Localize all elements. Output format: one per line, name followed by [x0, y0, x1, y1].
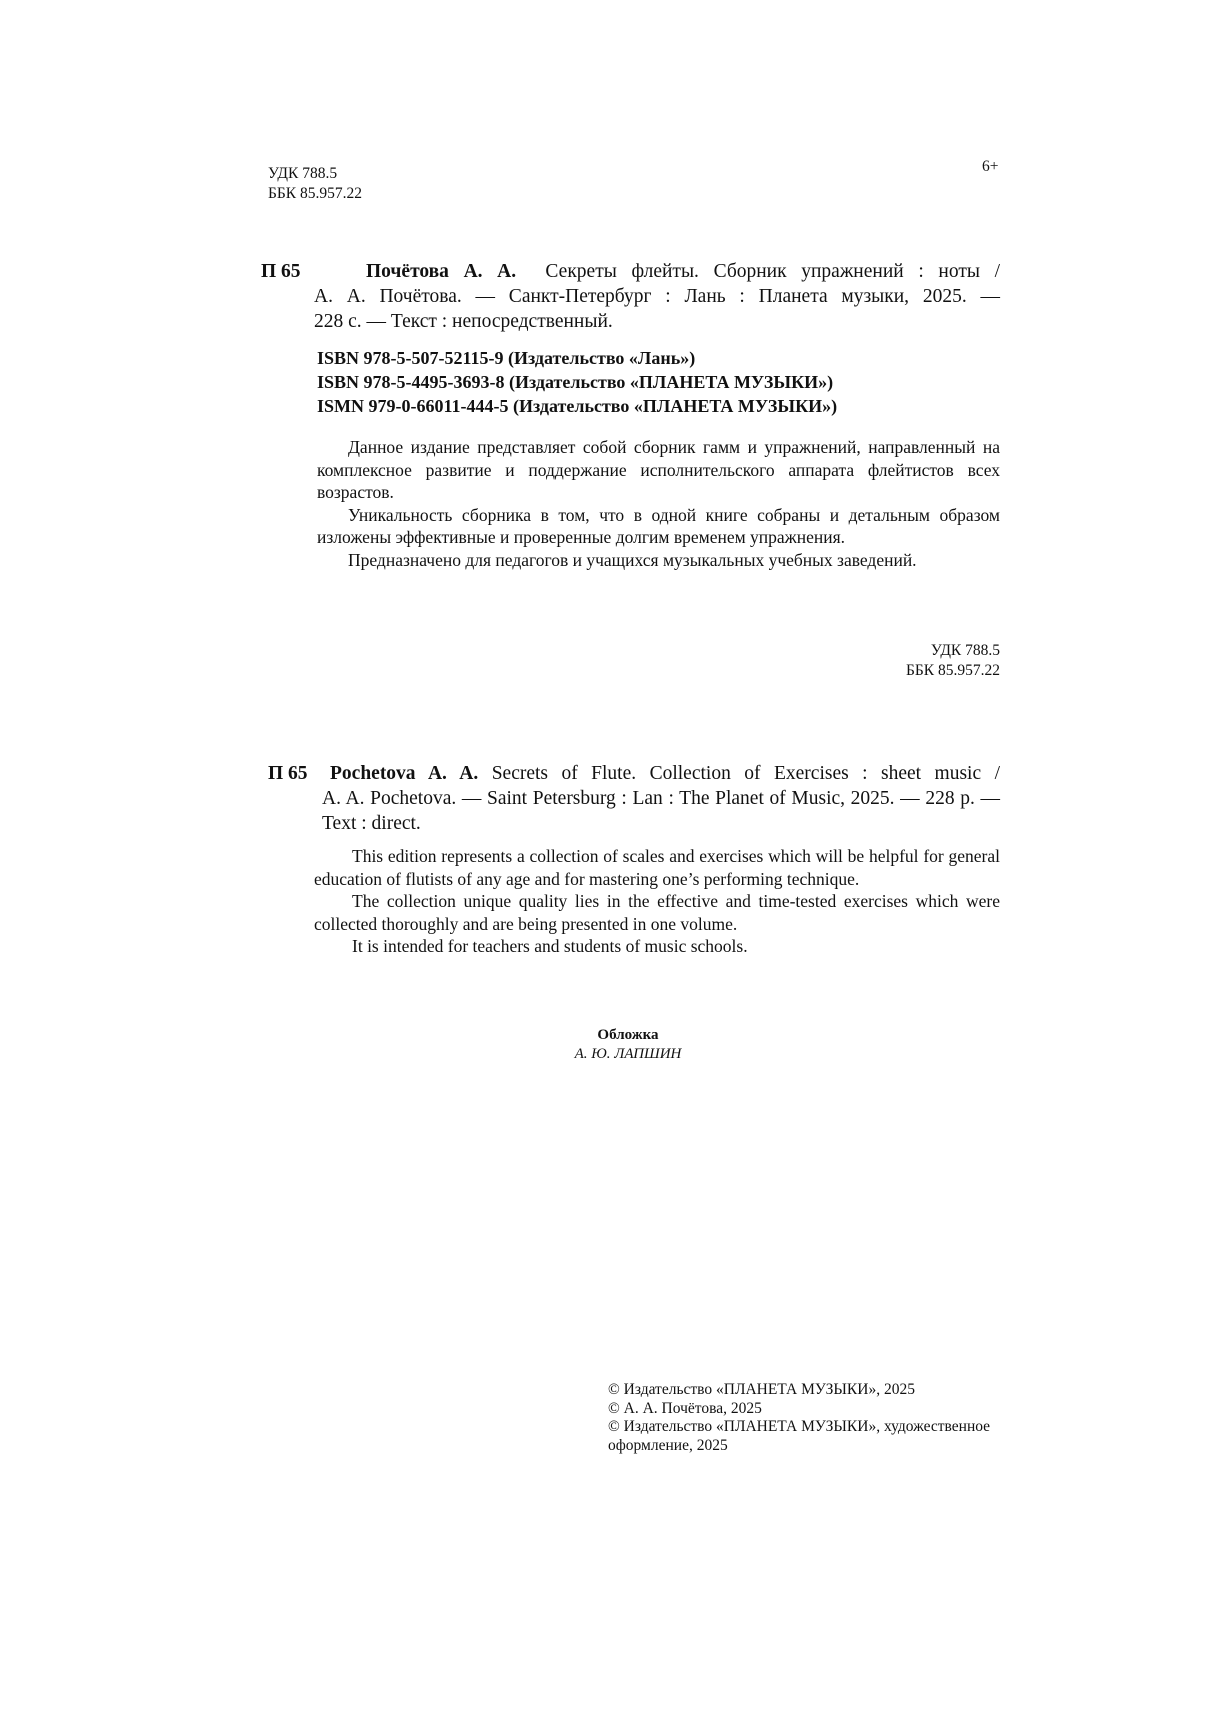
- top-classification: [268, 164, 362, 204]
- age-rating: 6+: [982, 158, 999, 175]
- copyright-block: [608, 1381, 1000, 1455]
- cover-credit: [428, 1026, 828, 1064]
- ru-index: П 65: [261, 261, 301, 282]
- en-index: П 65: [268, 763, 308, 784]
- ru-record: [314, 259, 1000, 334]
- ru-abstract: [317, 436, 1000, 571]
- ru-record-line-2: А. А. Почётова. — Санкт-Петербург : Лань : Планета музыки, 2025. —: [314, 286, 1000, 307]
- ru-author: Почётова А. А.: [366, 261, 517, 282]
- cover-label: Обложка: [597, 1027, 659, 1043]
- cover-designer: А. Ю. ЛАПШИН: [574, 1046, 682, 1062]
- en-title: Secrets of Flute. Collection of Exercises : sheet music /: [491, 763, 1000, 784]
- ru-title: Секреты флейты. Сборник упражнений : ноты /: [545, 261, 1000, 282]
- en-abstract-paragraph-3: It is intended for teachers and students of music schools.: [352, 936, 748, 956]
- ru-record-line-3: 228 с. — Текст : непосредственный.: [314, 311, 613, 332]
- en-record-line-3: Text : direct.: [322, 813, 421, 834]
- udk-code: УДК 788.5: [268, 165, 338, 182]
- en-abstract-paragraph-1: This edition represents a collection of scales and exercises which will be helpful for general education of flutists of any age and for mastering one’s performing technique.: [314, 846, 1000, 889]
- ru-abstract-paragraph-2: Уникальность сборника в том, что в одной книге собраны и детальным образом изложены эффективные и проверенные долгим временем упражнения.: [317, 504, 1000, 547]
- ru-record-line-1: [314, 259, 1000, 284]
- copyright-design: © Издательство «ПЛАНЕТА МУЗЫКИ», художественное оформление, 2025: [608, 1418, 991, 1454]
- en-author: Pochetova A. A.: [330, 763, 479, 784]
- en-record-line-1: [322, 761, 1000, 786]
- bbk-code-mid: ББК 85.957.22: [905, 662, 1000, 679]
- en-abstract-paragraph-2: The collection unique quality lies in the effective and time-tested exercises which were collected thoroughly and are being presented in one volume.: [314, 891, 1000, 934]
- ismn-planeta: ISMN 979-0-66011-444-5 (Издательство «ПЛАНЕТА МУЗЫКИ»): [317, 396, 838, 416]
- mid-classification: [906, 641, 1000, 681]
- en-abstract: [314, 845, 1000, 958]
- isbn-planeta: ISBN 978-5-4495-3693-8 (Издательство «ПЛАНЕТА МУЗЫКИ»): [317, 372, 834, 392]
- en-record-line-2: A. A. Pochetova. — Saint Petersburg : Lan : The Planet of Music, 2025. — 228 p. —: [322, 788, 1000, 809]
- isbn-lan: ISBN 978-5-507-52115-9 (Издательство «Лань»): [317, 348, 696, 368]
- copyright-publisher: © Издательство «ПЛАНЕТА МУЗЫКИ», 2025: [608, 1381, 915, 1398]
- copyright-author: © А. А. Почётова, 2025: [608, 1399, 762, 1417]
- isbn-block: [317, 346, 837, 418]
- bbk-code: ББК 85.957.22: [268, 185, 363, 202]
- ru-abstract-paragraph-1: Данное издание представляет собой сборник гамм и упражнений, направленный на комплексное развитие и поддержание исполнительского аппарата флейтистов всех возрастов.: [317, 437, 1000, 502]
- udk-code-mid: УДК 788.5: [930, 642, 1000, 659]
- en-record: [322, 761, 1000, 836]
- ru-abstract-paragraph-3: Предназначено для педагогов и учащихся музыкальных учебных заведений.: [348, 549, 917, 570]
